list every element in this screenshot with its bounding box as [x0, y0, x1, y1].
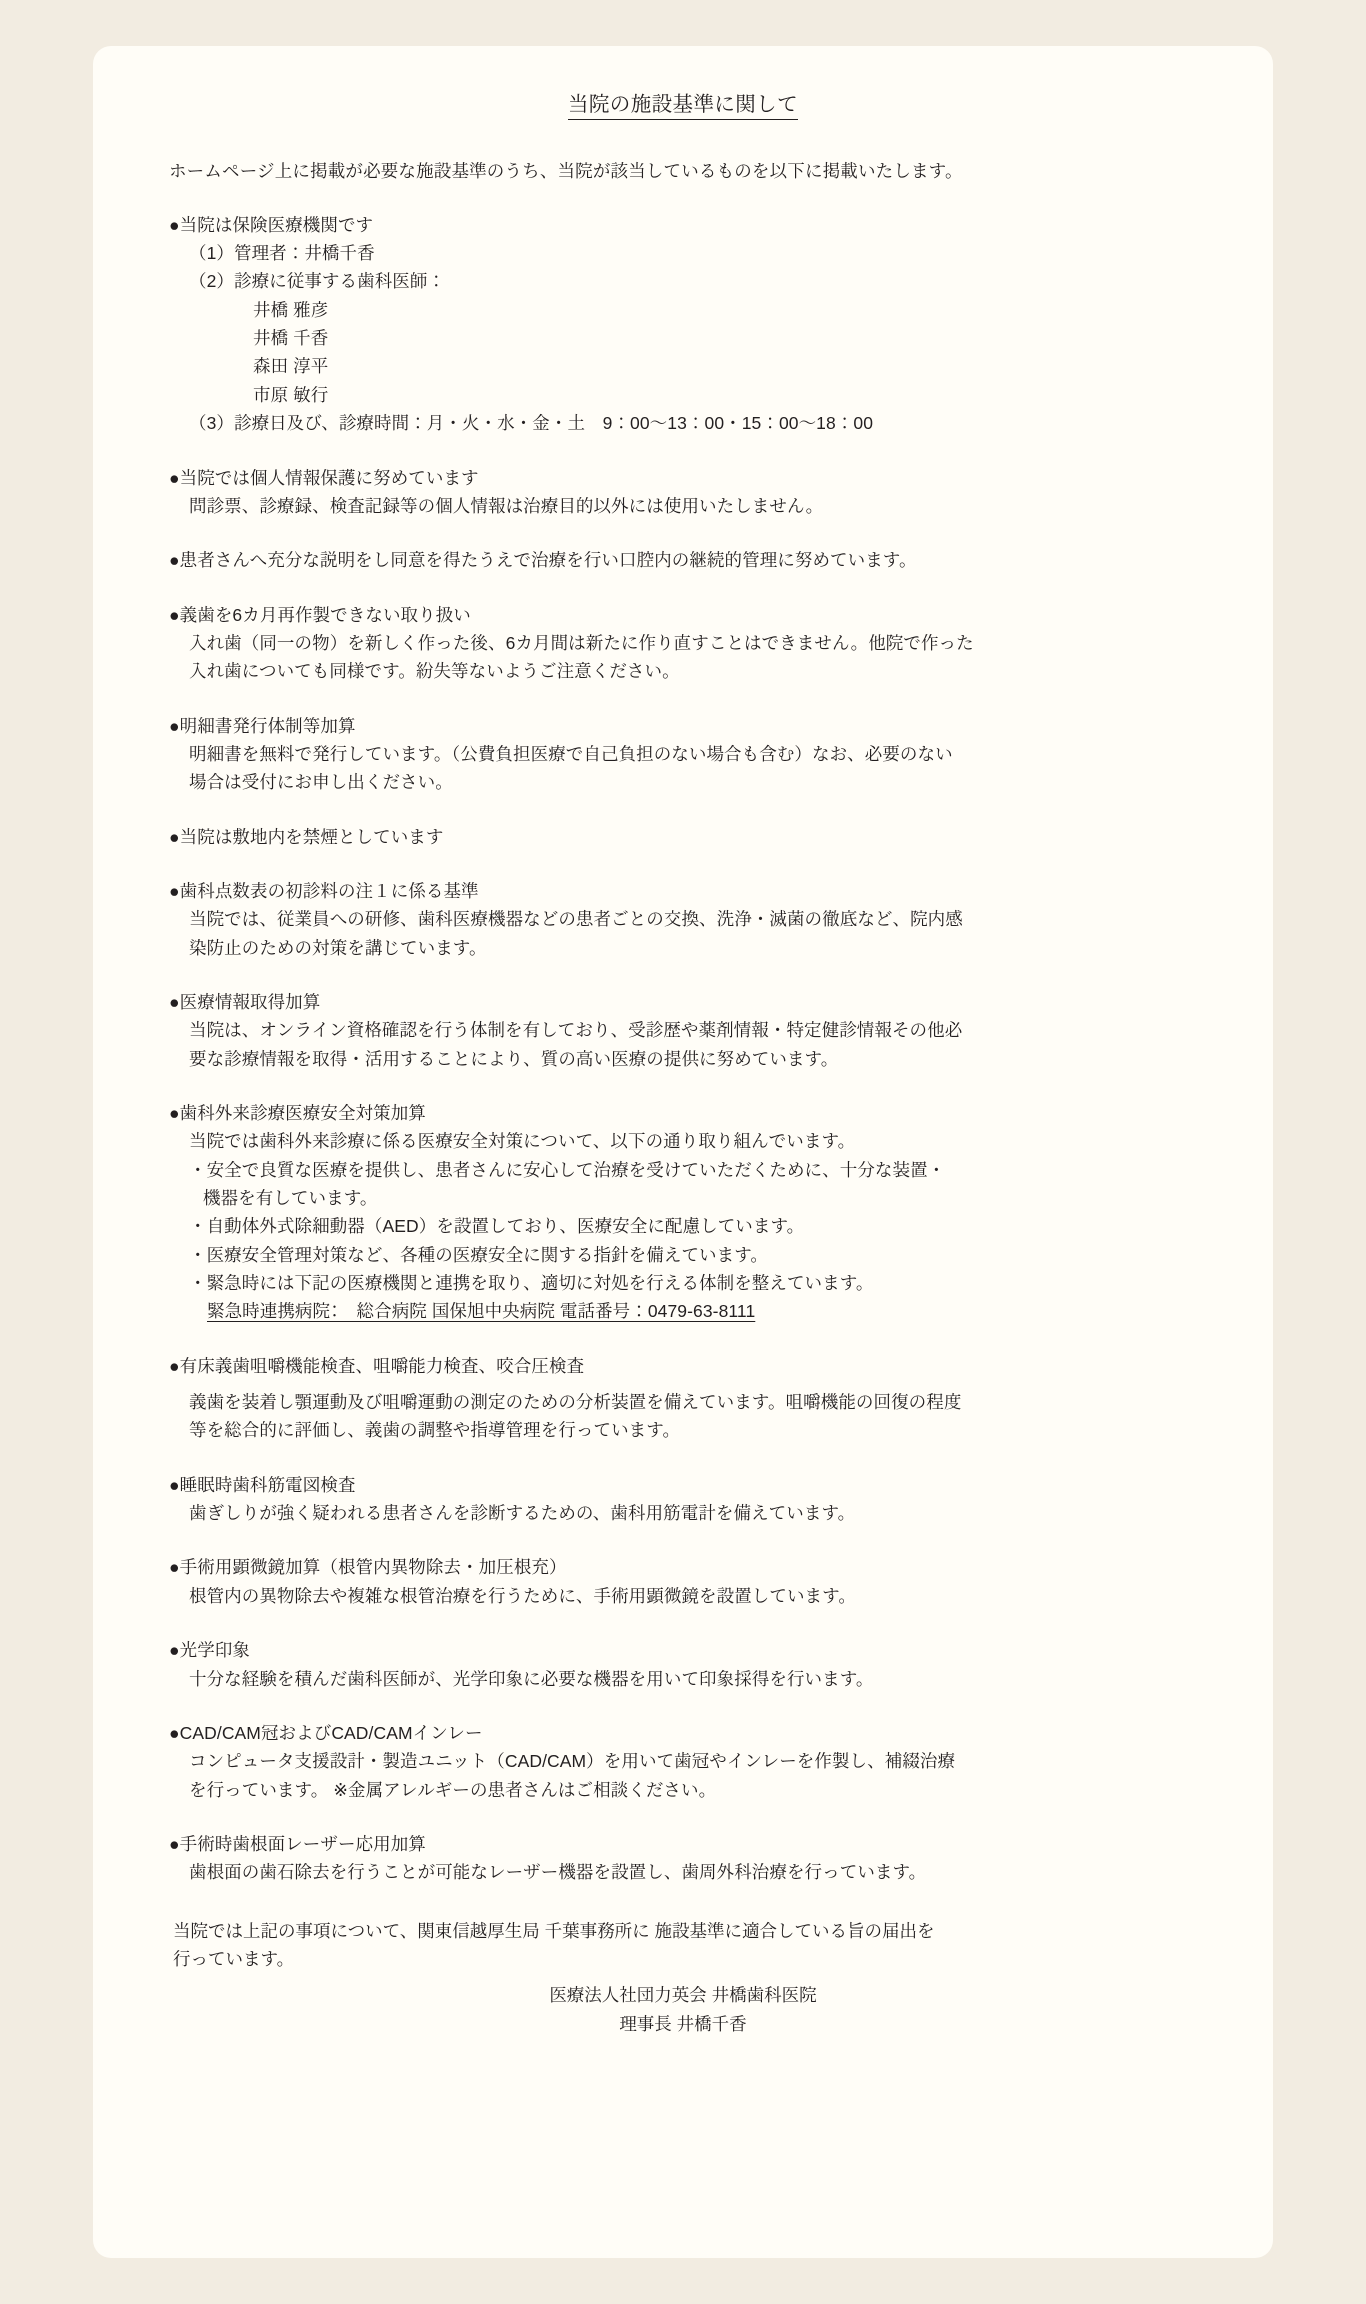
section-heading: ●手術用顕微鏡加算（根管内異物除去・加圧根充）	[169, 1557, 567, 1578]
section-privacy	[169, 464, 1227, 521]
signature-name: 理事長 井橋千香	[619, 2013, 747, 2034]
section-line: 等を総合的に評価し、義歯の調整や指導管理を行っています。	[189, 1420, 681, 1441]
section-line: 当院では、従業員への研修、歯科医療機器などの患者ごとの交換、洗浄・滅菌の徹底など、院内感	[189, 909, 963, 930]
section-outpatient-safety	[169, 1099, 1227, 1326]
document-card	[93, 46, 1273, 2258]
section-heading: ●当院は保険医療機関です	[169, 214, 374, 235]
section-line: 根管内の異物除去や複雑な根管治療を行うために、手術用顕微鏡を設置しています。	[189, 1585, 856, 1606]
dentist-name: 井橋 千香	[253, 328, 329, 349]
section-line: （2）診療に従事する歯科医師：	[189, 271, 446, 292]
section-line: 入れ歯（同一の物）を新しく作った後、6カ月間は新たに作り直すことはできません。他院で作った	[189, 632, 974, 653]
section-heading: ●睡眠時歯科筋電図検査	[169, 1474, 356, 1495]
section-informed-consent	[169, 546, 1227, 574]
closing-line-2: 行っています。	[173, 1948, 295, 1969]
section-line: コンピュータ支援設計・製造ユニット（CAD/CAM）を用いて歯冠やインレーを作製し、補綴治療	[189, 1751, 956, 1772]
section-line: 十分な経験を積んだ歯科医師が、光学印象に必要な機器を用いて印象採得を行います。	[189, 1668, 874, 1689]
section-line: 要な診療情報を取得・活用することにより、質の高い医療の提供に努めています。	[189, 1048, 839, 1069]
dentist-name: 森田 淳平	[253, 356, 329, 377]
emergency-hospital-contact	[207, 1297, 1227, 1325]
section-line: を行っています。 ※金属アレルギーの患者さんはご相談ください。	[189, 1779, 717, 1800]
section-heading: ●光学印象	[169, 1640, 251, 1661]
section-heading: ●手術時歯根面レーザー応用加算	[169, 1833, 426, 1854]
section-line: 入れ歯についても同様です。紛失等ないようご注意ください。	[189, 661, 680, 682]
section-line: 義歯を装着し顎運動及び咀嚼運動の測定のための分析装置を備えています。咀嚼機能の回復の程度	[189, 1392, 962, 1413]
section-heading: ●患者さんへ充分な説明をし同意を得たうえで治療を行い口腔内の継続的管理に努めています。	[169, 550, 917, 571]
section-line: 明細書を無料で発行しています。（公費負担医療で自己負担のない場合も含む）なお、必要のない	[189, 743, 953, 764]
section-line: 問診票、診療録、検査記録等の個人情報は治療目的以外には使用いたしません。	[189, 495, 824, 516]
section-line: 染防止のための対策を講じています。	[189, 937, 487, 958]
section-laser-root-surface	[169, 1830, 1227, 1887]
dentist-name: 井橋 雅彦	[253, 299, 329, 320]
section-line: 当院は、オンライン資格確認を行う体制を有しており、受診歴や薬剤情報・特定健診情報その他必	[189, 1020, 963, 1041]
section-insurance-institution	[169, 211, 1227, 438]
section-line: ・医療安全管理対策など、各種の医療安全に関する指針を備えています。	[189, 1244, 768, 1265]
spacer	[169, 1380, 1227, 1388]
section-surgical-microscope	[169, 1553, 1227, 1610]
section-heading: ●歯科点数表の初診料の注１に係る基準	[169, 880, 479, 901]
intro-paragraph: ホームページ上に掲載が必要な施設基準のうち、当院が該当しているものを以下に掲載いたします。	[169, 160, 963, 181]
page-title	[139, 90, 1227, 121]
section-line: ・自動体外式除細動器（AED）を設置しており、医療安全に配慮しています。	[189, 1216, 805, 1237]
section-heading: ●当院は敷地内を禁煙としています	[169, 826, 444, 847]
section-heading: ●歯科外来診療医療安全対策加算	[169, 1103, 426, 1123]
signature-organization: 医療法人社団力英会 井橋歯科医院	[549, 1985, 817, 2006]
section-denture-remake	[169, 601, 1227, 686]
section-medical-info-acquisition	[169, 988, 1227, 1073]
section-heading: ●有床義歯咀嚼機能検査、咀嚼能力検査、咬合圧検査	[169, 1355, 585, 1376]
section-line: ・安全で良質な医療を提供し、患者さんに安心して治療を受けていただくために、十分な装置・	[189, 1159, 946, 1180]
section-line: 歯ぎしりが強く疑われる患者さんを診断するための、歯科用筋電計を備えています。	[189, 1503, 856, 1524]
closing-line-1: 当院では上記の事項について、関東信越厚生局 千葉事務所に 施設基準に適合している旨の届出を	[173, 1920, 935, 1941]
section-statement-issuance	[169, 712, 1227, 797]
section-masticatory-function-test	[169, 1352, 1227, 1445]
section-heading: ●医療情報取得加算	[169, 991, 321, 1012]
section-line: 場合は受付にお申し出ください。	[189, 772, 453, 793]
dentist-name: 市原 敏行	[253, 384, 329, 405]
section-infection-control	[169, 877, 1227, 962]
section-line: （1）管理者：井橋千香	[189, 243, 375, 264]
section-cadcam	[169, 1719, 1227, 1804]
signature-block	[139, 1981, 1227, 2038]
closing-paragraph	[173, 1917, 1183, 1974]
section-line: （3）診療日及び、診療時間：月・火・水・金・土 9：00〜13：00・15：00〜18：00	[189, 413, 874, 434]
section-heading: ●当院では個人情報保護に努めています	[169, 467, 479, 488]
section-heading: ●明細書発行体制等加算	[169, 715, 356, 736]
section-heading: ●CAD/CAM冠およびCAD/CAMインレー	[169, 1722, 483, 1743]
section-heading: ●義歯を6カ月再作製できない取り扱い	[169, 604, 471, 625]
emergency-hospital-text: 緊急時連携病院： 総合病院 国保旭中央病院 電話番号：0479-63-8111	[207, 1301, 756, 1322]
document-body	[93, 46, 1273, 2048]
section-line: ・緊急時には下記の医療機関と連携を取り、適切に対処を行える体制を整えています。	[189, 1273, 874, 1294]
page-title-text: 当院の施設基準に関して	[568, 93, 798, 120]
section-line: 歯根面の歯石除去を行うことが可能なレーザー機器を設置し、歯周外科治療を行っています。	[189, 1862, 927, 1883]
section-optical-impression	[169, 1636, 1227, 1693]
section-line: 機器を有しています。	[203, 1188, 378, 1209]
section-sleep-emg-test	[169, 1471, 1227, 1528]
section-no-smoking	[169, 823, 1227, 851]
section-line: 当院では歯科外来診療に係る医療安全対策について、以下の通り取り組んでいます。	[189, 1131, 856, 1152]
